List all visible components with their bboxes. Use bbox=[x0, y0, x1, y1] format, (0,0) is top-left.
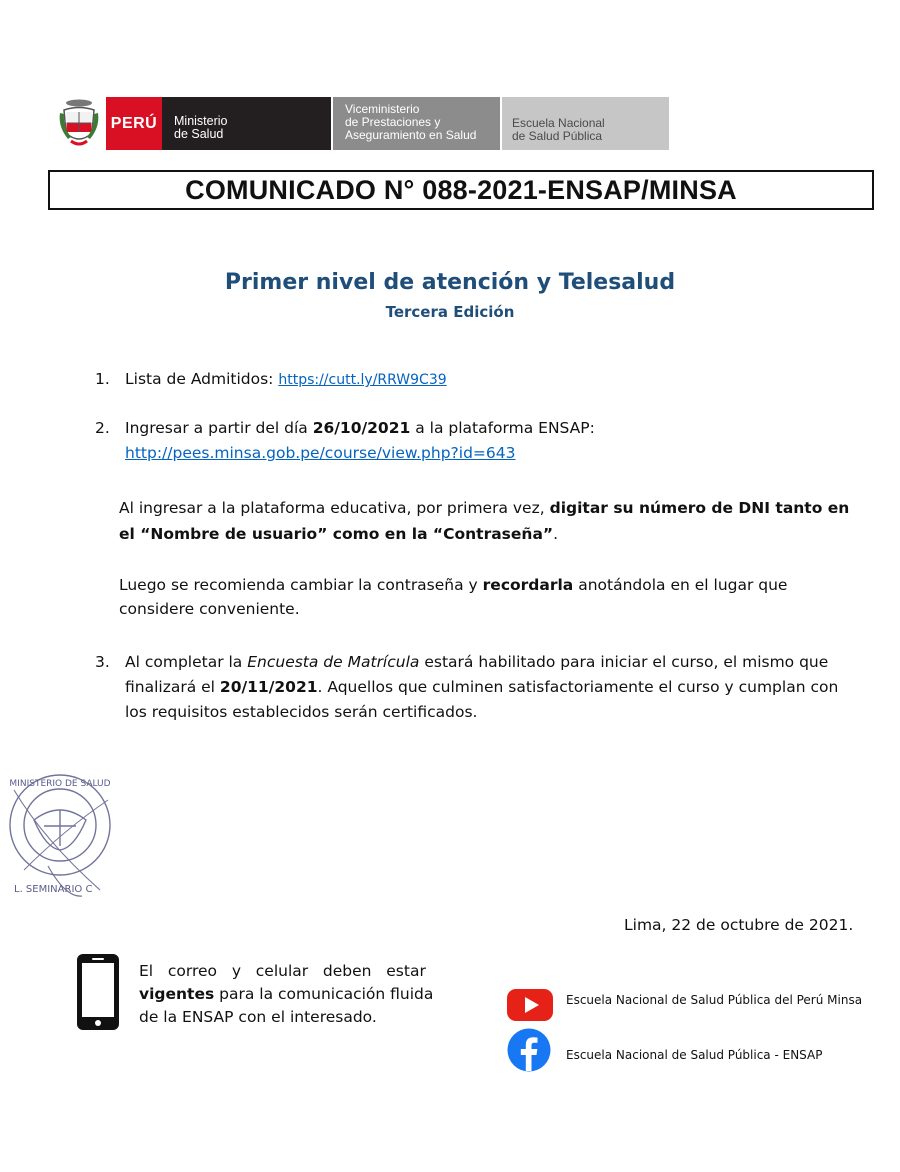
item-3-line-2: finalizará el 20/11/2021. Aquellos que culminen satisfactoriamente el curso y cumplan con bbox=[125, 678, 839, 696]
ministry-label: Ministerio de Salud bbox=[162, 97, 331, 150]
stamp-name: L. SEMINARIO C bbox=[14, 884, 93, 895]
peru-coat-of-arms-icon bbox=[58, 97, 100, 149]
contact-line-3: de la ENSAP con el interesado. bbox=[139, 1008, 377, 1026]
item-3-line-3: los requisitos establecidos serán certificados. bbox=[125, 703, 478, 721]
official-stamp bbox=[4, 770, 116, 906]
item-1-text bbox=[125, 370, 447, 388]
item-2-para-2-line-1: Luego se recomienda cambiar la contraseña y recordarla anotándola en el lugar que bbox=[119, 576, 788, 594]
item-3-line-1: Al completar la Encuesta de Matrícula estará habilitado para iniciar el curso, el mismo que bbox=[125, 653, 829, 671]
start-date: 26/10/2021 bbox=[312, 419, 411, 437]
peru-label: PERÚ bbox=[106, 97, 162, 150]
subtitle: Primer nivel de atención y Telesalud bbox=[224, 270, 676, 295]
end-date: 20/11/2021 bbox=[219, 678, 318, 696]
school-label: Escuela Nacional de Salud Pública bbox=[502, 97, 669, 150]
title-box bbox=[48, 170, 874, 210]
admitted-list-link[interactable]: https://cutt.ly/RRW9C39 bbox=[278, 372, 447, 388]
youtube-icon[interactable] bbox=[507, 985, 553, 1025]
item-2-para-2-line-2: considere conveniente. bbox=[119, 600, 300, 618]
mobile-phone-icon bbox=[76, 953, 120, 1031]
platform-link[interactable]: http://pees.minsa.gob.pe/course/view.php?id=643 bbox=[125, 444, 516, 462]
item-1-label: Lista de Admitidos: bbox=[125, 370, 274, 388]
page-title: COMUNICADO N° 088-2021-ENSAP/MINSA bbox=[185, 174, 737, 205]
date-line: Lima, 22 de octubre de 2021. bbox=[624, 916, 854, 934]
contact-text bbox=[139, 962, 454, 1026]
facebook-icon[interactable] bbox=[507, 1028, 551, 1072]
item-2-number: 2. bbox=[95, 419, 110, 437]
item-2-para-1-line-1: Al ingresar a la plataforma educativa, por primera vez, digitar su número de DNI tanto en bbox=[119, 499, 850, 517]
item-3-number: 3. bbox=[95, 653, 110, 671]
contact-line-2: vigentes para la comunicación fluida bbox=[139, 985, 434, 1003]
item-2-para-1-line-2: el “Nombre de usuario” como en la “Contraseña”. bbox=[119, 525, 559, 543]
item-1-number: 1. bbox=[95, 370, 110, 388]
facebook-page-name[interactable]: Escuela Nacional de Salud Pública - ENSAP bbox=[566, 1048, 823, 1062]
youtube-channel-name[interactable]: Escuela Nacional de Salud Pública del Perú Minsa bbox=[566, 993, 863, 1007]
contact-line-1: El correo y celular deben estar bbox=[139, 962, 426, 980]
vice-ministry-label: Viceministerio de Prestaciones y Aseguramiento en Salud bbox=[333, 97, 500, 150]
edition-label: Tercera Edición bbox=[385, 303, 515, 321]
item-2-link-line bbox=[125, 444, 516, 462]
stamp-ring-text: MINISTERIO DE SALUD bbox=[9, 779, 111, 789]
item-2-text: Ingresar a partir del día 26/10/2021 a la plataforma ENSAP: bbox=[125, 419, 595, 437]
